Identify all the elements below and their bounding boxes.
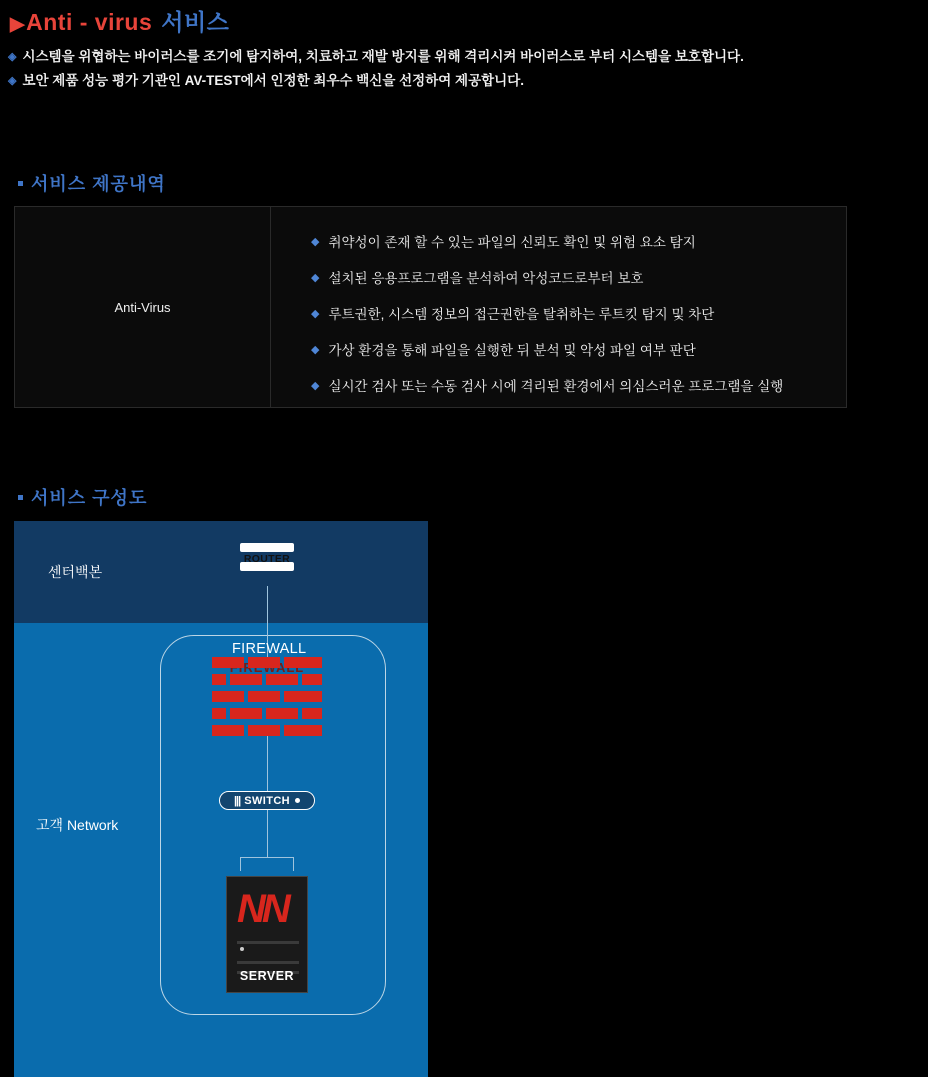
firewall-icon: [212, 657, 322, 735]
triangle-marker-icon: ▶: [10, 14, 26, 35]
list-item: [8, 70, 888, 92]
firewall-label: FIREWALL: [232, 641, 307, 657]
switch-node: [219, 791, 315, 810]
server-label: SERVER: [239, 969, 295, 983]
intro-bullet-text: 시스템을 위협하는 바이러스를 조기에 탐지하여, 치료하고 재발 방지를 위해 격리시켜 바이러스로 부터 시스템을 보호합니다.: [22, 49, 744, 64]
list-item: [8, 46, 888, 68]
service-detail-text: 설치된 응용프로그램을 분석하여 악성코드로부터 보호: [328, 271, 644, 286]
table-row-label: Anti-Virus: [15, 207, 271, 407]
connector-firewall-switch: [267, 735, 268, 791]
section-heading-service-details: [18, 170, 166, 196]
page-title-ko: 서비스: [161, 9, 230, 35]
page-title-en: Anti - virus: [26, 9, 153, 35]
router-label: ROUTER: [243, 553, 291, 565]
bullet-diamond-icon: ◆: [311, 344, 320, 356]
list-item: [311, 377, 846, 396]
router-node: [240, 543, 294, 574]
section-heading-text: 서비스 제공내역: [31, 174, 166, 194]
connector-bracket-server: [240, 857, 294, 871]
bullet-diamond-icon: ◈: [8, 75, 17, 87]
server-slot: [237, 941, 299, 944]
bullet-diamond-icon: ◆: [311, 308, 320, 320]
intro-bullet-text: 보안 제품 성능 평가 기관인 AV-TEST에서 인정한 최우수 백신을 선정하여 제공합니다.: [22, 73, 525, 88]
service-detail-text: 실시간 검사 또는 수동 검사 시에 격리된 환경에서 의심스러운 프로그램을 실행: [328, 379, 784, 394]
intro-bullet-list: [8, 46, 888, 94]
service-detail-text: 루트권한, 시스템 정보의 접근권한을 탈취하는 루트킷 탐지 및 차단: [328, 307, 715, 322]
switch-label: SWITCH: [244, 794, 291, 807]
router-body-top: [240, 543, 294, 552]
zone-center-backbone: [14, 521, 428, 623]
server-slot: [237, 961, 299, 964]
service-details-table: [14, 206, 847, 408]
server-led-icon: [240, 947, 244, 951]
service-detail-text: 가상 환경을 통해 파일을 실행한 뒤 분석 및 악성 파일 여부 판단: [328, 343, 696, 358]
service-details-list: [271, 207, 846, 407]
list-item: [311, 305, 846, 324]
section-heading-service-architecture: [18, 484, 147, 510]
square-bullet-icon: [18, 181, 23, 186]
section-heading-text: 서비스 구성도: [31, 488, 148, 508]
switch-bars-icon: |||: [233, 794, 241, 807]
switch-led-icon: [295, 798, 300, 803]
bullet-diamond-icon: ◆: [311, 272, 320, 284]
list-item: [311, 269, 846, 288]
bullet-diamond-icon: ◆: [311, 236, 320, 248]
square-bullet-icon: [18, 495, 23, 500]
server-logo-icon: NN: [237, 891, 287, 931]
list-item: [311, 233, 846, 252]
zone-label-center-backbone: 센터백본: [48, 564, 103, 580]
bullet-diamond-icon: ◆: [311, 380, 320, 392]
page-title: [10, 4, 229, 37]
bullet-diamond-icon: ◈: [8, 51, 17, 63]
zone-label-customer-network: 고객 Network: [36, 817, 119, 833]
service-detail-text: 취약성이 존재 할 수 있는 파일의 신뢰도 확인 및 위험 요소 탐지: [328, 235, 696, 250]
list-item: [311, 341, 846, 360]
connector-switch-server: [267, 810, 268, 858]
